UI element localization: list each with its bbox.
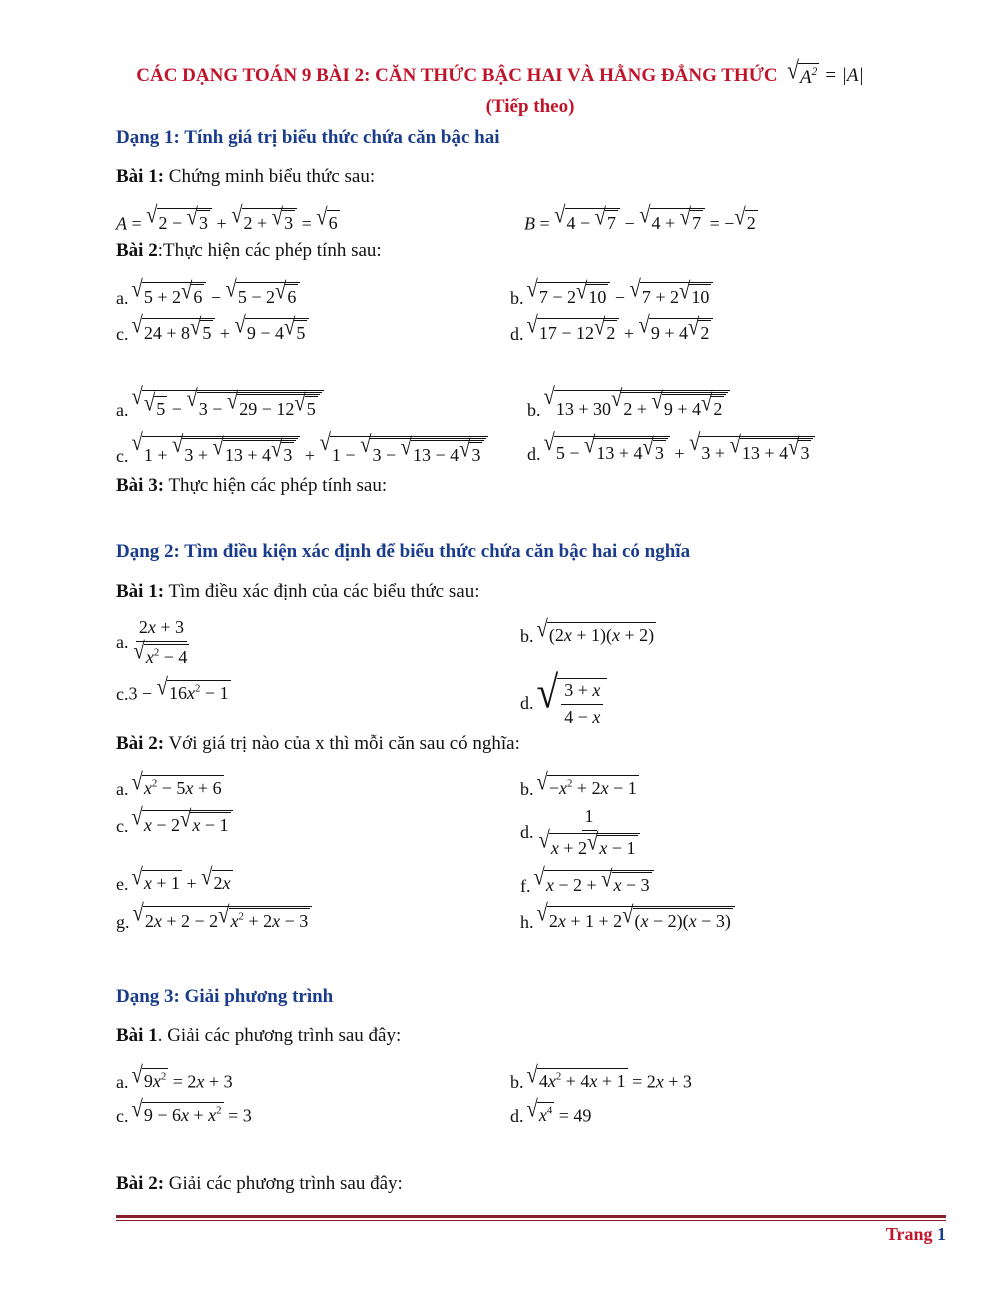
- dang1-bai2-c: c. √ 24 + 8 √ 5 + √ 9 − 4 √ 5: [116, 318, 309, 345]
- dang3-bai1-b: b. √ $4x^2 + 4x + 1$ = 2x + 3: [510, 1063, 692, 1092]
- dang1-bai3-d: d. √ 5 − √ 13 + 4 √ 3 + √ 3 + √ 13 + 4 √ 3: [527, 436, 815, 465]
- dang1-bai1-expr-b: B = √ 4 − √ 7 − √ 4 + √ 7 = − √ 2: [524, 202, 756, 234]
- dang2-bai2-e: e. √ x + 1 + √ 2x: [116, 865, 231, 894]
- dang2-bai1-heading: Bài 1: Tìm điều xác định của các biểu thức sau:: [116, 581, 480, 602]
- dang1-bai2-d: d. √ 17 − 12 √ 2 + √ 9 + 4 √ 2: [510, 318, 713, 345]
- dang2-bai1-a: a. 2x + 3 √ $x^2 - 4$: [116, 617, 188, 667]
- title-text: CÁC DẠNG TOÁN 9 BÀI 2: CĂN THỨC BẬC HAI VÀ HẰNG ĐẲNG THỨC: [136, 65, 778, 86]
- dang3-bai1-heading: Bài 1. Giải các phương trình sau đây:: [116, 1025, 402, 1046]
- page-number: Trang 1: [885, 1224, 946, 1244]
- dang3-bai1-a: a. √ $9x^2$ = 2x + 3: [116, 1063, 233, 1092]
- dang1-bai2-a: a. √ 5 + 2 √ 6 − √ 5 − 2 √ 6: [116, 282, 300, 309]
- dang2-bai2-a: a. √ $x^2 - 5x + 6$: [116, 770, 222, 799]
- dang1-bai3-c: c. √ 1 + √ 3 + √ 13 + 4 √ 3 + √ 1 − √ 3 − √ 13 − 4 √ 3: [116, 436, 488, 467]
- dang3-bai1-c: c. √ $9 - 6x + x^2$ = 3: [116, 1097, 252, 1126]
- dang2-bai1-b: b. √ (2x + 1)(x + 2): [520, 617, 655, 646]
- dang1-bai2-heading: Bài 2:Thực hiện các phép tính sau:: [116, 240, 382, 261]
- section-dang-2-title: Dạng 2: Tìm điều kiện xác định để biểu thức chứa căn bậc hai có nghĩa: [116, 541, 691, 562]
- footer-divider-thin: [116, 1220, 946, 1221]
- section-dang-1-title: Dạng 1: Tính giá trị biểu thức chứa căn bậc hai: [116, 127, 500, 148]
- dang2-bai2-b: b. √ $-x^2 + 2x - 1$: [520, 770, 637, 799]
- footer-divider: [116, 1215, 946, 1218]
- dang2-bai2-d: d. 1 √ x + 2 √ x − 1: [520, 806, 642, 859]
- dang2-bai2-g: g. √ 2x + 2 − 2 √ $x^2 + 2x - 3$: [116, 906, 312, 933]
- dang3-bai1-d: d. √ $x^4$ = 49: [510, 1097, 592, 1126]
- dang1-bai3-heading: Bài 3: Thực hiện các phép tính sau:: [116, 475, 388, 496]
- dang2-bai2-c: c. √ x − 2 √ x − 1: [116, 810, 233, 837]
- dang2-bai2-f: f. √ x − 2 + √ x − 3: [520, 870, 654, 897]
- dang1-bai1-heading: Bài 1: Chứng minh biểu thức sau:: [116, 166, 376, 187]
- page-title: [0, 56, 1000, 90]
- dang1-bai1-expr-a: A = √ 2 − √ 3 + √ 2 + √ 3 = √ 6: [116, 202, 338, 234]
- dang2-bai2-h: h. √ 2x + 1 + 2 √ (x − 2)(x − 3): [520, 906, 735, 933]
- dang3-bai2-heading: Bài 2: Giải các phương trình sau đây:: [116, 1173, 403, 1194]
- dang1-bai2-b: b. √ 7 − 2 √ 10 − √ 7 + 2 √ 10: [510, 282, 713, 309]
- dang2-bai2-heading: Bài 2: Với giá trị nào của x thì mỗi căn sau có nghĩa:: [116, 733, 520, 754]
- dang2-bai1-c: c. 3 − √ $16x^2 - 1$: [116, 675, 229, 704]
- dang2-bai1-d: d. √ $\frac{3 + x}{4 - x}$: [520, 678, 607, 728]
- title-formula: √ $A^2$ = |A|: [787, 56, 864, 89]
- dang1-bai3-b: b. √ 13 + 30 √ 2 + √ 9 + 4 √ 2: [527, 390, 730, 421]
- dang1-bai3-a: a. √ √ 5 − √ 3 − √ 29 − 12 √ 5: [116, 390, 324, 421]
- section-dang-3-title: Dạng 3: Giải phương trình: [116, 986, 334, 1007]
- page-subtitle: (Tiếp theo): [485, 96, 575, 117]
